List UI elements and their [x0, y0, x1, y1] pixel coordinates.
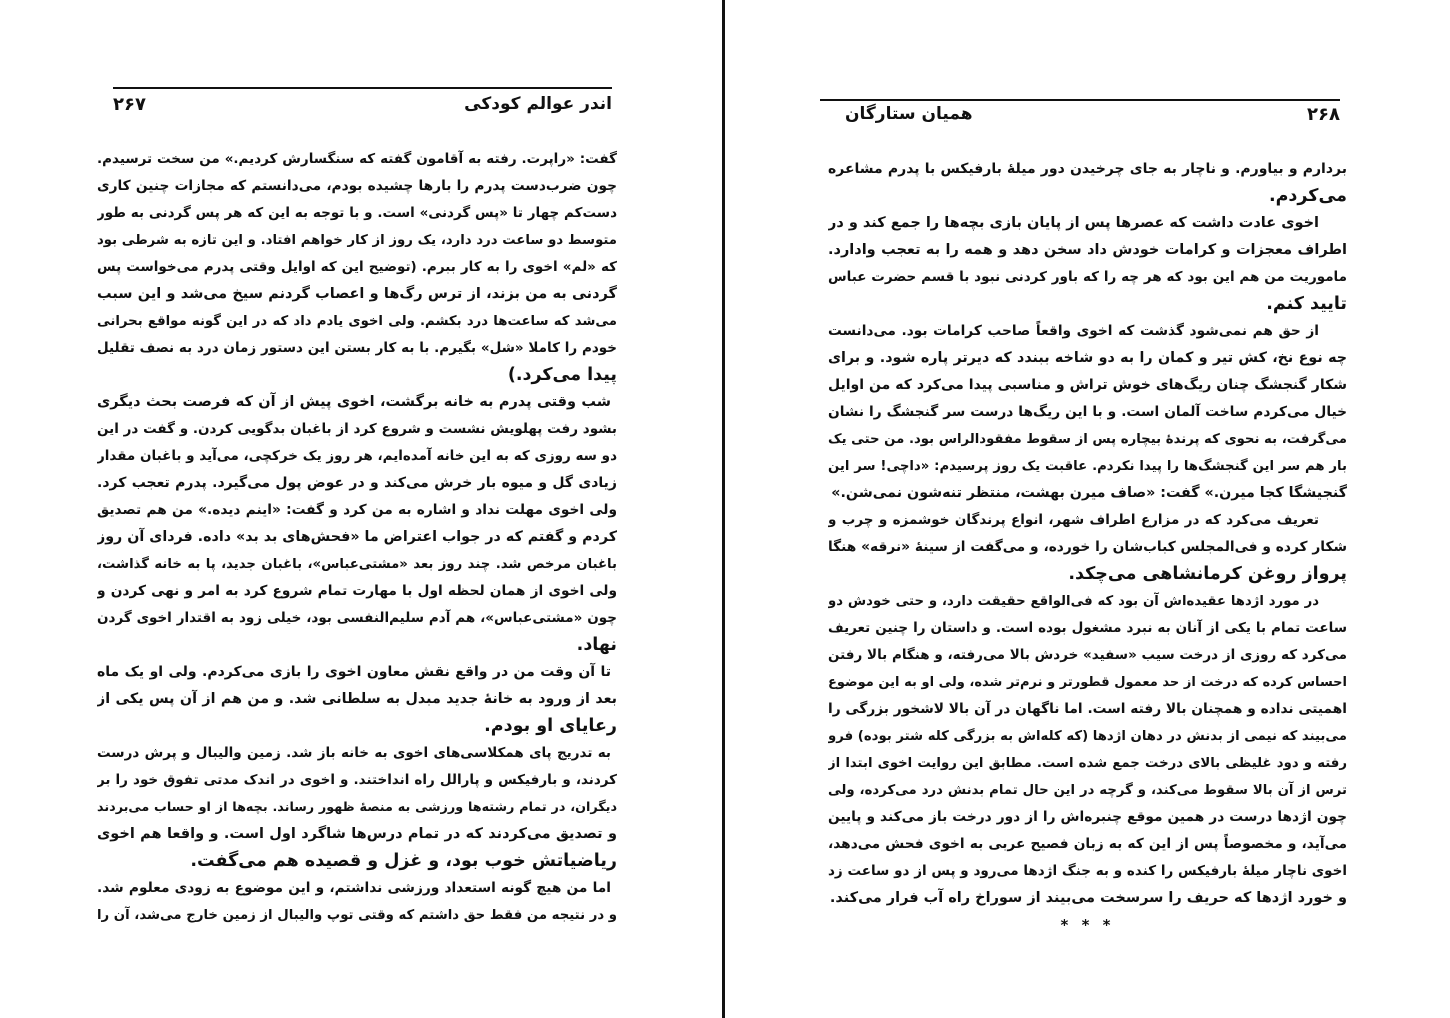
text-line: گفت: «راپرت. رفته به آقامون گفته که سنگسارش کردیم.» من سخت ترسیدم. [97, 151, 617, 167]
paragraph [97, 875, 617, 929]
text-line: از حق هم نمی‌شود گذشت که اخوی واقعاً صاحب کرامات بود. می‌دانست [828, 323, 1319, 339]
text-line: اما من هیچ گونه استعداد ورزشی نداشتم، و این موضوع به زودی معلوم شد. [97, 880, 611, 896]
page-number: ۲۶۸ [1307, 103, 1340, 125]
text-line: و خورد اژدها که حریف را سرسخت می‌بیند از سوراخ راه آب فرار می‌کند. [829, 890, 1347, 906]
text-line: اخوی عادت داشت که عصرها پس از پایان بازی بچه‌ها را جمع کند و در [828, 215, 1319, 231]
text-line: احساس کرده که درخت از حد معمول قطورتر و نرم‌تر شده، ولی او به این موضوع [828, 675, 1347, 690]
text-line: اهمیتی نداده و همچنان بالا رفته است. اما ناگهان در آن بالا لاشخور بزرگی را [828, 701, 1347, 717]
text-line: ساعت تمام با یکی از آنان به نبرد مشغول بوده است. و داستان را چنین تعریف [828, 620, 1347, 636]
running-title: همیان ستارگان [845, 104, 973, 124]
text-line: زیادی گل و میوه بار خرش می‌کند و در عوض پول می‌گیرد. پدرم تعجب کرد. [97, 475, 617, 491]
text-line: نهاد. [576, 635, 617, 655]
text-line: و تصدیق می‌کردند که در تمام درس‌ها شاگرد اول است. و واقعا هم اخوی [97, 826, 617, 842]
text-line: دو سه روزی که به این خانه آمده‌ایم، هر روز یک خرکچی، می‌آید و باغبان مقدار [97, 448, 617, 464]
left-page [97, 146, 617, 929]
text-line: ترس از آن بالا سقوط می‌کند، و گرچه در این حال تمام بدنش درد می‌کرده، ولی [828, 783, 1347, 798]
text-line: ولی اخوی مهلت نداد و اشاره به من کرد و گفت: «اینم دیده.» من هم تصدیق [97, 502, 617, 518]
text-line: ولی اخوی از همان لحظه اول با مهارت تمام شروع کرد به امر و نهی کردن و [97, 583, 617, 599]
paragraph [828, 318, 1347, 507]
left-page-header [113, 91, 612, 117]
text-line: به تدریج پای همکلاسی‌های اخوی به خانه باز شد. زمین والیبال و پرش درست [97, 745, 611, 761]
paragraph [828, 507, 1347, 588]
text-line: می‌کرد که روزی از درخت سیب «سفید» خردش بالا می‌رفته، و هنگام بالا رفتن [828, 647, 1347, 663]
text-line: دیگران، در تمام رشته‌ها ورزشی به منصهٔ ظهور رساند. بچه‌ها از او حساب می‌بردند [97, 800, 617, 815]
section-separator: * * * [1060, 916, 1115, 934]
paragraph [97, 146, 617, 389]
text-line: دست‌کم چهار تا «پس گردنی» است. و با توجه به این که هر پس گردنی به طور [97, 205, 617, 221]
left-header-rule [113, 87, 612, 89]
text-line: ماموریت من هم این بود که هر چه را که باور کردنی نبود با قسم حضرت عباس [828, 269, 1347, 285]
running-title: اندر عوالم کودکی [464, 94, 612, 114]
text-line: که «لم» اخوی را به کار ببرم. (توضیح این که اوایل وقتی پدرم می‌خواست پس [97, 259, 617, 275]
book-gutter [722, 0, 725, 1018]
paragraph [97, 740, 617, 875]
text-line: گردنی به من بزند، از ترس رگ‌ها و اعصاب گردنم سیخ می‌شد و این سبب [97, 286, 617, 302]
text-line: خیال می‌کردم ساخت آلمان است. و با این ریگ‌ها درست سر گنجشگ را نشان [828, 404, 1347, 420]
right-page-header [845, 101, 1340, 127]
text-line: رعایای او بودم. [484, 716, 617, 736]
text-line: رفته و دود غلیظی بالای درخت جمع شده است. مطابق این روایت اخوی ابتدا از [828, 756, 1347, 771]
text-line: بشود رفت پهلویش نشست و شروع کرد از باغبان بدگویی کردن. و گفت در این [97, 421, 617, 437]
text-line: اطراف معجزات و کرامات خودش داد سخن دهد و همه را به تعجب وادارد. [828, 242, 1347, 258]
text-line: اخوی ناچار میلهٔ بارفیکس را کنده و به جنگ اژدها می‌رود و پس از دو ساعت زد [828, 863, 1347, 879]
text-line: تایید کنم. [1266, 294, 1347, 314]
text-line: شکار گنجشگ چنان ریگ‌های خوش تراش و مناسبی پیدا می‌کرد که من اوایل [828, 377, 1347, 393]
text-line: می‌شد که ساعت‌ها درد بکشم. ولی اخوی یادم داد که در این گونه مواقع بحرانی [97, 314, 617, 329]
text-line: تعریف می‌کرد که در مزارع اطراف شهر، انواع پرندگان خوشمزه و چرب و [828, 512, 1319, 528]
text-line: می‌بیند که نیمی از بدنش در دهان اژدها (که کله‌اش به بزرگی کله شتر بوده) فرو [828, 729, 1347, 744]
paragraph [97, 659, 617, 740]
text-line: در مورد اژدها عقیده‌اش آن بود که فی‌الواقع حقیقت دارد، و حتی خودش دو [828, 594, 1319, 609]
paragraph [828, 210, 1347, 318]
text-line: بعد از ورود به خانهٔ جدید مبدل به سلطانی شد. و من هم از آن پس یکی از [97, 691, 617, 707]
text-line: پرواز روغن کرمانشاهی می‌چکد. [1068, 564, 1347, 584]
text-line: چون «مشتی‌عباس»، هم آدم سلیم‌النفسی بود، خیلی زود به اقتدار اخوی گردن [97, 610, 617, 626]
text-line: تا آن وقت من در واقع نقش معاون اخوی را بازی می‌کردم. ولی او یک ماه [97, 664, 611, 680]
text-line: پیدا می‌کرد.) [507, 365, 617, 385]
text-line: می‌گرفت، به نحوی که پرندهٔ بیچاره پس از سقوط مفقودالراس بود. من حتی یک [828, 432, 1347, 447]
text-line: و در نتیجه من فقط حق داشتم که وقتی توپ والیبال از زمین خارج می‌شد، آن را [97, 908, 617, 923]
paragraph [97, 389, 617, 659]
text-line: چون اژدها درست در همین موقع چنبره‌اش را از دور درخت باز می‌کند و پایین [828, 809, 1347, 825]
paragraph [828, 156, 1347, 210]
text-line: بردارم و بیاورم. و ناچار به جای چرخیدن دور میلهٔ بارفیکس با پدرم مشاعره [828, 161, 1347, 177]
text-line: شکار کرده و فی‌المجلس کباب‌شان را خورده، و می‌گفت از سینهٔ «نرقه» هنگا [828, 539, 1347, 555]
text-line: چون ضرب‌دست پدرم را بارها چشیده بودم، می‌دانستم که مجازات چنین کاری [97, 178, 617, 194]
text-line: باغبان مرخص شد. چند روز بعد «مشتی‌عباس»، باغبان جدید، پا به خانه گذاشت، [97, 557, 617, 572]
right-page [828, 156, 1347, 939]
text-line: کردم و گفتم که در جواب اعتراض ما «فحش‌های بد بد» داده. فردای آن روز [97, 529, 617, 545]
text-line: خودم را کاملا «شل» بگیرم. با به کار بستن این دستور زمان درد به نصف تقلیل [97, 340, 617, 356]
text-line: بار هم سر این گنجشگ‌ها را پیدا نکردم. عاقبت یک روز پرسیدم: «داچی! سر این [828, 459, 1347, 474]
text-line: شب وقتی پدرم به خانه برگشت، اخوی پیش از آن که فرصت بحث دیگری [97, 394, 611, 410]
text-line: گنجیشگا کجا میرن.» گفت: «صاف میرن بهشت، منتظر تنه‌شون نمی‌شن.» [831, 485, 1347, 501]
page-number: ۲۶۷ [113, 93, 146, 115]
text-line: چه نوع نخ، کش تیر و کمان را به دو شاخه ببندد که دیرتر پاره شود. و برای [828, 350, 1347, 366]
text-line: کردند، و بارفیکس و پارالل راه انداختند. و اخوی در اندک مدتی تفوق خود را بر [97, 772, 617, 788]
text-line: متوسط دو ساعت درد دارد، یک روز از کار خواهم افتاد. و این تازه به شرطی بود [97, 233, 617, 248]
text-line: می‌کردم. [1268, 186, 1347, 206]
text-line: ریاضیاتش خوب بود، و غزل و قصیده هم می‌گفت. [190, 851, 617, 871]
text-line: می‌آید، و مخصوصاً پس از این که به زبان فصیح عربی به اخوی فحش می‌دهد، [828, 836, 1347, 852]
paragraph [828, 588, 1347, 912]
